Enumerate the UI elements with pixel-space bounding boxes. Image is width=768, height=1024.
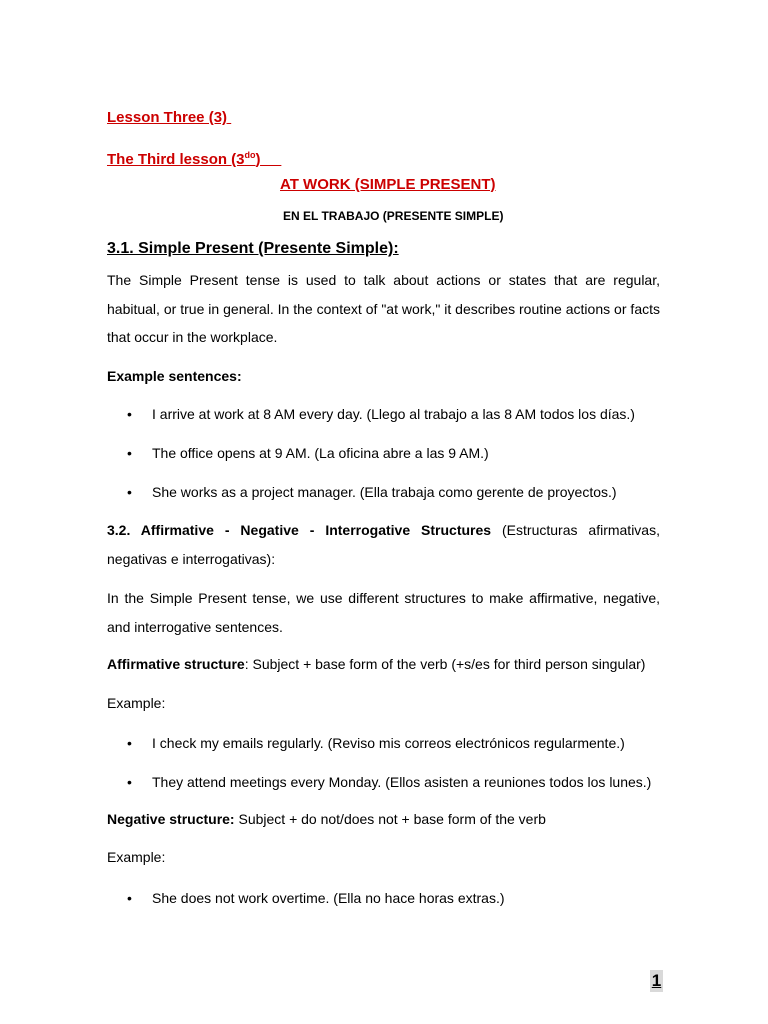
bullet-icon: • (127, 774, 132, 790)
list-item: I check my emails regularly. (Reviso mis correos electrónicos regularmente.) (152, 735, 625, 751)
example-label: Example: (107, 849, 166, 865)
section-2-heading: 3.2. Affirmative - Negative - Interrogative Structures (Estructuras afirmativas, negativas e interrogativas): (107, 522, 660, 567)
main-title: AT WORK (SIMPLE PRESENT) (280, 176, 496, 193)
bullet-icon: • (127, 406, 132, 422)
list-item: The office opens at 9 AM. (La oficina abre a las 9 AM.) (152, 445, 489, 461)
section-1-paragraph: The Simple Present tense is used to talk about actions or states that are regular, habitual, or true in general. In the context of "at work," it describes routine actions or facts that occur in the workplace. (107, 272, 660, 345)
example-label: Example: (107, 695, 166, 711)
bullet-icon: • (127, 735, 132, 751)
list-item: They attend meetings every Monday. (Ellos asisten a reuniones todos los lunes.) (152, 774, 652, 790)
spanish-title: EN EL TRABAJO (PRESENTE SIMPLE) (283, 209, 504, 223)
bullet-icon: • (127, 445, 132, 461)
bullet-icon: • (127, 484, 132, 500)
examples-label: Example sentences: (107, 368, 242, 384)
page-number: 1 (651, 971, 662, 990)
lesson-subtitle: The Third lesson $(3^{do})$ (107, 150, 261, 168)
list-item: She works as a project manager. (Ella trabaja como gerente de proyectos.) (152, 484, 617, 500)
affirmative-structure: Affirmative structure: Subject + base form of the verb (+s/es for third person singular) (107, 656, 646, 672)
bullet-icon: • (127, 890, 132, 906)
negative-structure: Negative structure: Subject + do not/does not + base form of the verb (107, 811, 546, 827)
lesson-title: Lesson Three (3) (107, 109, 228, 126)
list-item: I arrive at work at 8 AM every day. (Llego al trabajo a las 8 AM todos los días.) (152, 406, 635, 422)
section-2-intro: In the Simple Present tense, we use different structures to make affirmative, negative, and interrogative sentences. (107, 590, 660, 635)
section-1-heading: 3.1. Simple Present (Presente Simple): (107, 240, 399, 257)
list-item: She does not work overtime. (Ella no hace horas extras.) (152, 890, 505, 906)
